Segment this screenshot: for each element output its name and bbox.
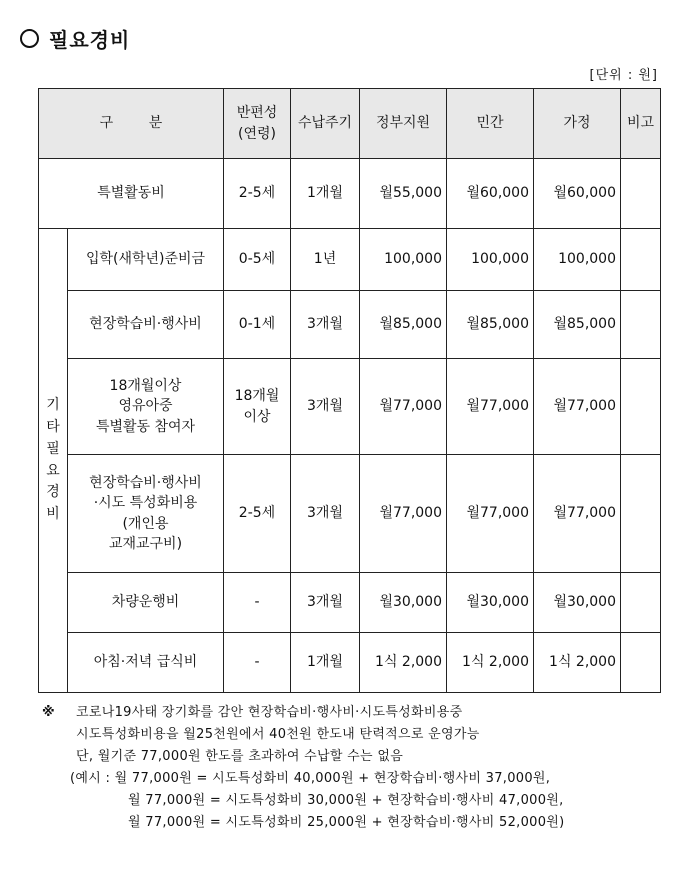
row-private: 월30,000: [447, 573, 534, 633]
row-gov: 1식 2,000: [360, 633, 447, 693]
row-name: 입학(새학년)준비금: [68, 229, 224, 291]
row-home: 월85,000: [534, 291, 621, 359]
row-cycle: 3개월: [291, 359, 360, 455]
reference-mark-icon: ※: [42, 705, 55, 720]
row-private: 월77,000: [447, 455, 534, 573]
row-note: [621, 359, 661, 455]
note-line-2: 시도특성화비용을 월25천원에서 40천원 한도내 탄력적으로 운영가능: [76, 727, 480, 742]
section-title-text: 필요경비: [49, 28, 131, 52]
note-line-3: 단, 월기준 77,000원 한도를 초과하여 수납할 수는 없음: [76, 749, 404, 764]
header-category: 구 분: [39, 89, 224, 159]
row-gov: 월77,000: [360, 359, 447, 455]
row-home: 월77,000: [534, 455, 621, 573]
table-row: [39, 159, 661, 229]
row-gov: 월55,000: [360, 159, 447, 229]
row-cycle: 1년: [291, 229, 360, 291]
note-line-1: 코로나19사태 장기화를 감안 현장학습비·행사비·시도특성화비용중: [76, 705, 463, 720]
note-example-3: 월 77,000원 = 시도특성화비 25,000원 + 현장학습비·행사비 52,000원): [128, 815, 565, 830]
row-age: 0-5세: [224, 229, 291, 291]
row-note: [621, 455, 661, 573]
row-age: 18개월 이상: [224, 359, 291, 455]
row-cycle: 3개월: [291, 291, 360, 359]
row-name: 현장학습비·행사비 ·시도 특성화비용 (개인용 교재교구비): [68, 455, 224, 573]
row-age: 2-5세: [224, 455, 291, 573]
row-age: -: [224, 633, 291, 693]
row-note: [621, 229, 661, 291]
table-row: [39, 359, 661, 455]
row-home: 월60,000: [534, 159, 621, 229]
header-age: 반편성 (연령): [224, 89, 291, 159]
expense-table: [38, 88, 661, 693]
header-home: 가정: [534, 89, 621, 159]
row-name: 특별활동비: [39, 159, 224, 229]
section-title: [20, 24, 130, 53]
row-name: 아침·저녁 급식비: [68, 633, 224, 693]
row-note: [621, 573, 661, 633]
row-home: 월30,000: [534, 573, 621, 633]
header-cycle: 수납주기: [291, 89, 360, 159]
row-age: 0-1세: [224, 291, 291, 359]
row-private: 1식 2,000: [447, 633, 534, 693]
unit-label: [단위 : 원]: [589, 68, 658, 83]
header-private: 민간: [447, 89, 534, 159]
row-name: 18개월이상 영유아중 특별활동 참여자: [68, 359, 224, 455]
note-example-2: 월 77,000원 = 시도특성화비 30,000원 + 현장학습비·행사비 47,000원,: [128, 793, 564, 808]
table-row: [39, 633, 661, 693]
row-private: 월60,000: [447, 159, 534, 229]
row-gov: 월30,000: [360, 573, 447, 633]
table-row: [39, 573, 661, 633]
row-name: 차량운행비: [68, 573, 224, 633]
row-name: 현장학습비·행사비: [68, 291, 224, 359]
row-home: 100,000: [534, 229, 621, 291]
note-example-1: (예시 : 월 77,000원 = 시도특성화비 40,000원 + 현장학습비·행사비 37,000원,: [70, 771, 551, 786]
row-gov: 월85,000: [360, 291, 447, 359]
group-label-other-expenses: 기 타 필 요 경 비: [39, 229, 68, 693]
row-private: 월85,000: [447, 291, 534, 359]
footnote: [42, 702, 565, 834]
row-note: [621, 291, 661, 359]
row-note: [621, 633, 661, 693]
row-gov: 월77,000: [360, 455, 447, 573]
row-age: -: [224, 573, 291, 633]
table-header-row: [39, 89, 661, 159]
row-cycle: 3개월: [291, 455, 360, 573]
row-home: 월77,000: [534, 359, 621, 455]
circle-bullet-icon: [20, 29, 39, 48]
table-row: [39, 229, 661, 291]
row-cycle: 1개월: [291, 159, 360, 229]
row-private: 100,000: [447, 229, 534, 291]
header-gov: 정부지원: [360, 89, 447, 159]
row-cycle: 3개월: [291, 573, 360, 633]
row-age: 2-5세: [224, 159, 291, 229]
row-cycle: 1개월: [291, 633, 360, 693]
header-note: 비고: [621, 89, 661, 159]
table-row: [39, 455, 661, 573]
row-gov: 100,000: [360, 229, 447, 291]
row-private: 월77,000: [447, 359, 534, 455]
table-row: [39, 291, 661, 359]
row-note: [621, 159, 661, 229]
row-home: 1식 2,000: [534, 633, 621, 693]
